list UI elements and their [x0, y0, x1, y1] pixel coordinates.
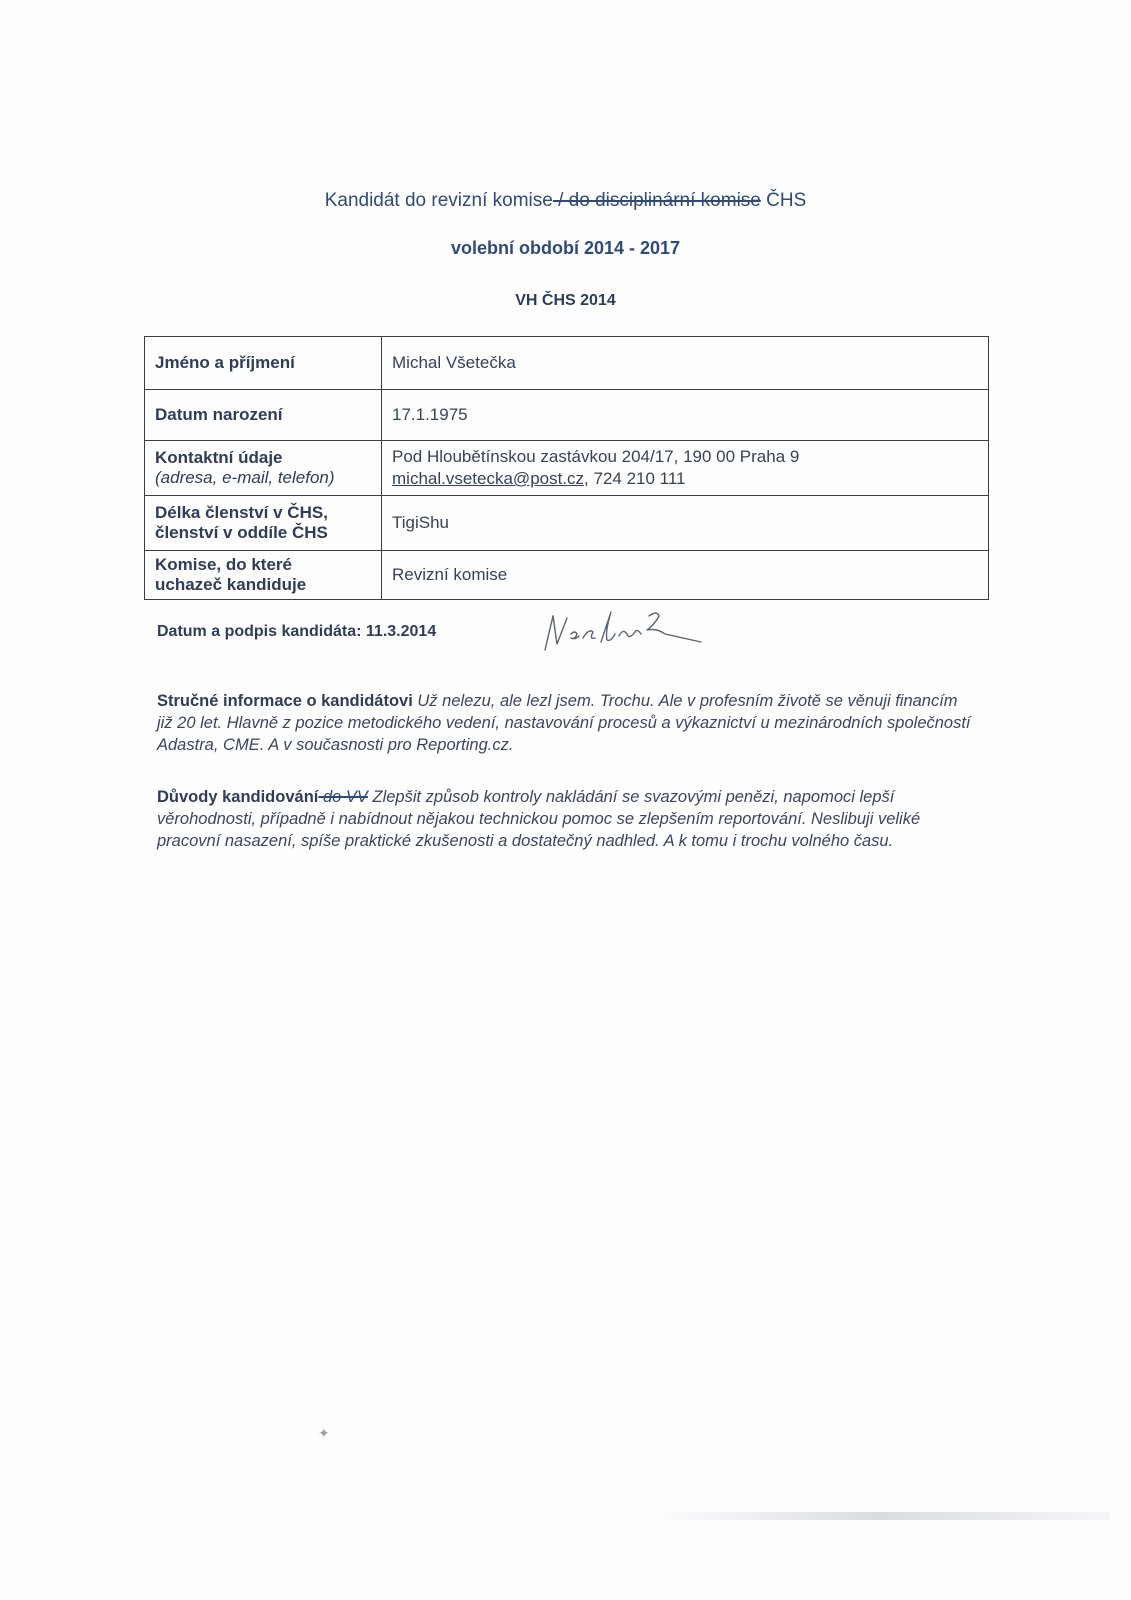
candidate-info-heading: Stručné informace o kandidátovi — [157, 692, 413, 710]
contact-phone: , 724 210 111 — [584, 469, 686, 488]
committee-label-line-2: uchazeč kandiduje — [155, 575, 307, 594]
table-row — [145, 551, 989, 600]
candidacy-reasons-struck: do VV — [318, 788, 368, 806]
candidate-info-table — [144, 336, 989, 600]
title-suffix: ČHS — [760, 190, 807, 211]
candidate-info-section — [157, 690, 977, 756]
document-title — [0, 190, 1131, 212]
assembly-label: VH ČHS 2014 — [515, 292, 616, 309]
contact-hint: (adresa, e-mail, telefon) — [155, 468, 335, 487]
name-label: Jméno a příjmení — [145, 337, 382, 390]
contact-email-link[interactable]: michal.vsetecka@post.cz — [392, 469, 585, 488]
candidacy-reasons-text: Zlepšit způsob kontroly nakládání se svazovými penězi, napomoci lepší věrohodnosti, případně i nabídnout nějakou technickou pomoc se zlepšením reportování. Neslibuji veliké pracovní nasazení, spíše praktické zkušenosti a dostatečný nadhled. A k tomu i trochu volného času. — [157, 788, 921, 850]
candidacy-reasons-heading: Důvody kandidování — [157, 788, 319, 806]
contact-label-cell — [145, 441, 382, 496]
title-struck-text: / do disciplinární komise — [552, 190, 761, 211]
membership-value: TigiShu — [382, 496, 989, 551]
contact-label: Kontaktní údaje — [155, 448, 283, 467]
scan-artifact — [650, 1512, 1110, 1520]
committee-label-line-1: Komise, do které — [155, 555, 292, 574]
membership-label-line-1: Délka členství v ČHS, — [155, 503, 328, 522]
candidate-info-text: Už nelezu, ale lezl jsem. Trochu. Ale v profesním životě se věnuji financím již 20 let. Hlavně z pozice metodického vedení, nastavování procesů a výkaznictví u mezinárodních společností Adastra, CME. A v současnosti pro Reporting.cz. — [157, 692, 971, 754]
election-period: volební období 2014 - 2017 — [450, 238, 681, 258]
membership-label-cell — [145, 496, 382, 551]
name-value: Michal Všetečka — [382, 337, 989, 390]
committee-value: Revizní komise — [382, 551, 989, 600]
committee-label-cell — [145, 551, 382, 600]
table-row — [145, 496, 989, 551]
contact-address: Pod Hloubětínskou zastávkou 204/17, 190 00 Praha 9 — [392, 447, 800, 466]
title-prefix: Kandidát do revizní komise — [324, 190, 553, 211]
handwritten-signature — [543, 608, 733, 668]
signature-date-label: Datum a podpis kandidáta: 11.3.2014 — [157, 623, 437, 640]
birth-label: Datum narození — [145, 390, 382, 441]
table-row — [145, 337, 989, 390]
candidacy-reasons-section — [157, 786, 977, 852]
table-row — [145, 441, 989, 496]
contact-value-cell — [382, 441, 989, 496]
birth-value: 17.1.1975 — [382, 390, 989, 441]
contact-email-phone — [392, 468, 978, 490]
scan-speck: ✦ — [318, 1425, 330, 1441]
table-row — [145, 390, 989, 441]
membership-label-line-2: členství v oddíle ČHS — [155, 523, 328, 542]
